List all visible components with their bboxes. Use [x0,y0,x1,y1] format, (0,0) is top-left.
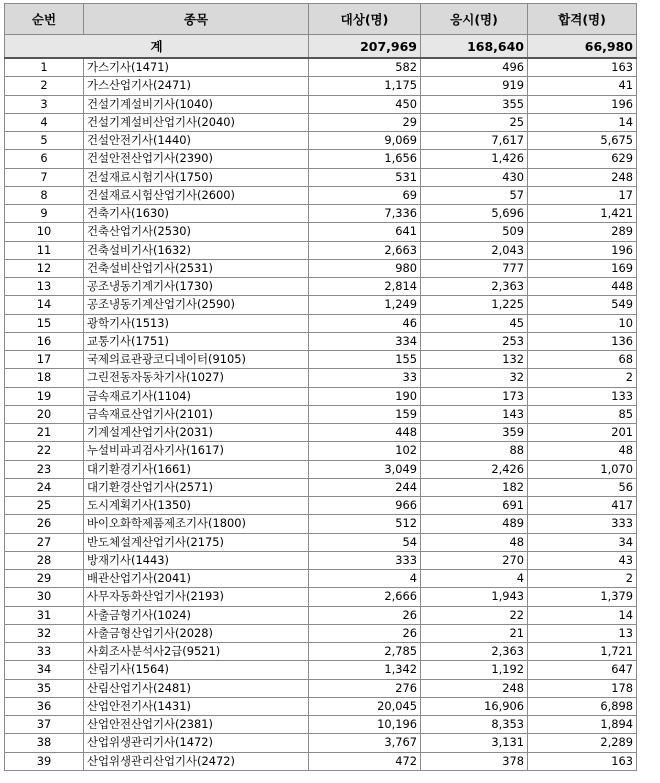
row-target: 10,196 [309,716,421,734]
row-no: 18 [5,369,84,387]
row-applied: 1,225 [421,296,528,314]
table-row [5,369,637,387]
row-target: 276 [309,679,421,697]
row-no: 16 [5,332,84,350]
row-target: 1,175 [309,77,421,95]
row-target: 448 [309,424,421,442]
table-row [5,278,637,296]
row-target: 20,045 [309,697,421,715]
row-passed: 41 [528,77,637,95]
row-applied: 21 [421,624,528,642]
row-passed: 43 [528,551,637,569]
row-target: 450 [309,95,421,113]
row-name: 바이오화학제품제조기사(1800) [84,515,309,533]
row-no: 20 [5,405,84,423]
row-name: 반도체설계산업기사(2175) [84,533,309,551]
table-row [5,405,637,423]
row-name: 공조냉동기계산업기사(2590) [84,296,309,314]
row-passed: 289 [528,223,637,241]
header-name: 종목 [84,4,309,35]
row-passed: 133 [528,387,637,405]
row-target: 2,814 [309,278,421,296]
row-no: 34 [5,661,84,679]
table-row [5,113,637,131]
row-applied: 22 [421,606,528,624]
row-no: 21 [5,424,84,442]
header-row [5,4,637,35]
row-passed: 549 [528,296,637,314]
header-no: 순번 [5,4,84,35]
row-target: 2,663 [309,241,421,259]
row-passed: 10 [528,314,637,332]
row-target: 4 [309,570,421,588]
row-name: 기계설계산업기사(2031) [84,424,309,442]
row-applied: 359 [421,424,528,442]
row-name: 건축설비기사(1632) [84,241,309,259]
row-applied: 132 [421,351,528,369]
row-target: 1,342 [309,661,421,679]
row-no: 1 [5,58,84,77]
table-row [5,150,637,168]
row-no: 37 [5,716,84,734]
row-passed: 201 [528,424,637,442]
table-row [5,296,637,314]
table-row [5,716,637,734]
table-row [5,752,637,770]
row-target: 26 [309,606,421,624]
row-no: 35 [5,679,84,697]
row-applied: 88 [421,442,528,460]
row-no: 24 [5,478,84,496]
row-target: 9,069 [309,132,421,150]
row-name: 누설비파괴검사기사(1617) [84,442,309,460]
row-target: 1,249 [309,296,421,314]
row-no: 4 [5,113,84,131]
row-applied: 57 [421,186,528,204]
row-passed: 169 [528,259,637,277]
total-target: 207,969 [309,35,421,59]
row-target: 3,767 [309,734,421,752]
row-applied: 182 [421,478,528,496]
row-passed: 248 [528,168,637,186]
table-row [5,515,637,533]
row-no: 29 [5,570,84,588]
row-passed: 2,289 [528,734,637,752]
row-no: 23 [5,460,84,478]
row-name: 그린전동자동차기사(1027) [84,369,309,387]
row-name: 건축산업기사(2530) [84,223,309,241]
row-passed: 1,421 [528,205,637,223]
row-passed: 34 [528,533,637,551]
row-target: 159 [309,405,421,423]
row-passed: 1,721 [528,643,637,661]
row-applied: 3,131 [421,734,528,752]
table-row [5,551,637,569]
row-name: 건축기사(1630) [84,205,309,223]
row-target: 582 [309,58,421,77]
row-name: 산업안전산업기사(2381) [84,716,309,734]
row-applied: 1,192 [421,661,528,679]
row-name: 금속재료기사(1104) [84,387,309,405]
row-no: 26 [5,515,84,533]
header-applied: 응시(명) [421,4,528,35]
row-applied: 496 [421,58,528,77]
row-applied: 248 [421,679,528,697]
row-target: 3,049 [309,460,421,478]
row-name: 방재기사(1443) [84,551,309,569]
row-no: 12 [5,259,84,277]
row-applied: 253 [421,332,528,350]
row-passed: 647 [528,661,637,679]
row-target: 155 [309,351,421,369]
row-applied: 32 [421,369,528,387]
row-no: 25 [5,497,84,515]
row-target: 46 [309,314,421,332]
row-name: 국제의료관광코디네이터(9105) [84,351,309,369]
row-no: 7 [5,168,84,186]
row-target: 7,336 [309,205,421,223]
row-no: 6 [5,150,84,168]
row-target: 1,656 [309,150,421,168]
row-no: 33 [5,643,84,661]
row-target: 472 [309,752,421,770]
row-applied: 489 [421,515,528,533]
table-row [5,387,637,405]
row-name: 금속재료산업기사(2101) [84,405,309,423]
row-name: 산업위생관리산업기사(2472) [84,752,309,770]
table-row [5,314,637,332]
row-target: 2,785 [309,643,421,661]
row-applied: 8,353 [421,716,528,734]
row-passed: 48 [528,442,637,460]
row-passed: 6,898 [528,697,637,715]
row-passed: 196 [528,241,637,259]
table-row [5,168,637,186]
row-name: 산업위생관리기사(1472) [84,734,309,752]
row-name: 사출금형산업기사(2028) [84,624,309,642]
table-row [5,570,637,588]
row-name: 산림기사(1564) [84,661,309,679]
row-no: 15 [5,314,84,332]
table-row [5,679,637,697]
row-applied: 45 [421,314,528,332]
row-applied: 7,617 [421,132,528,150]
row-name: 가스기사(1471) [84,58,309,77]
row-name: 건설재료시험기사(1750) [84,168,309,186]
row-no: 28 [5,551,84,569]
row-applied: 1,943 [421,588,528,606]
exam-results-table [4,3,637,771]
row-passed: 163 [528,752,637,770]
row-name: 건설재료시험산업기사(2600) [84,186,309,204]
row-target: 641 [309,223,421,241]
row-target: 512 [309,515,421,533]
row-applied: 2,043 [421,241,528,259]
row-target: 334 [309,332,421,350]
row-name: 사회조사분석사2급(9521) [84,643,309,661]
row-name: 배관산업기사(2041) [84,570,309,588]
row-name: 사출금형기사(1024) [84,606,309,624]
total-passed: 66,980 [528,35,637,59]
row-applied: 173 [421,387,528,405]
row-applied: 777 [421,259,528,277]
row-applied: 2,426 [421,460,528,478]
row-no: 38 [5,734,84,752]
table-row [5,643,637,661]
table-row [5,697,637,715]
row-name: 산업안전기사(1431) [84,697,309,715]
row-passed: 5,675 [528,132,637,150]
table-row [5,186,637,204]
row-applied: 143 [421,405,528,423]
table-row [5,259,637,277]
row-no: 10 [5,223,84,241]
row-name: 도시계획기사(1350) [84,497,309,515]
row-passed: 178 [528,679,637,697]
row-passed: 2 [528,369,637,387]
table-row [5,734,637,752]
row-applied: 1,426 [421,150,528,168]
row-passed: 448 [528,278,637,296]
total-applied: 168,640 [421,35,528,59]
row-no: 22 [5,442,84,460]
table-row [5,624,637,642]
table-row [5,460,637,478]
table-row [5,77,637,95]
row-no: 27 [5,533,84,551]
row-passed: 68 [528,351,637,369]
row-no: 13 [5,278,84,296]
row-name: 건설기계설비산업기사(2040) [84,113,309,131]
row-target: 2,666 [309,588,421,606]
table-row [5,661,637,679]
row-no: 8 [5,186,84,204]
row-applied: 919 [421,77,528,95]
row-target: 980 [309,259,421,277]
row-no: 30 [5,588,84,606]
row-passed: 163 [528,58,637,77]
row-applied: 2,363 [421,643,528,661]
table-row [5,533,637,551]
row-target: 102 [309,442,421,460]
total-label: 계 [5,35,309,59]
row-passed: 196 [528,95,637,113]
row-applied: 691 [421,497,528,515]
row-applied: 378 [421,752,528,770]
row-applied: 48 [421,533,528,551]
row-no: 11 [5,241,84,259]
row-name: 대기환경기사(1661) [84,460,309,478]
row-applied: 16,906 [421,697,528,715]
row-target: 190 [309,387,421,405]
table-row [5,424,637,442]
table-row [5,95,637,113]
row-no: 31 [5,606,84,624]
row-target: 54 [309,533,421,551]
table-row [5,478,637,496]
row-applied: 270 [421,551,528,569]
row-applied: 355 [421,95,528,113]
row-target: 333 [309,551,421,569]
table-row [5,442,637,460]
row-passed: 14 [528,113,637,131]
table-row [5,332,637,350]
row-name: 가스산업기사(2471) [84,77,309,95]
row-name: 건축설비산업기사(2531) [84,259,309,277]
row-no: 19 [5,387,84,405]
row-passed: 333 [528,515,637,533]
row-passed: 629 [528,150,637,168]
row-no: 32 [5,624,84,642]
row-no: 39 [5,752,84,770]
row-target: 33 [309,369,421,387]
row-no: 9 [5,205,84,223]
table-row [5,497,637,515]
row-passed: 13 [528,624,637,642]
row-name: 건설안전기사(1440) [84,132,309,150]
table-row [5,132,637,150]
row-applied: 25 [421,113,528,131]
table-row [5,588,637,606]
header-passed: 합격(명) [528,4,637,35]
row-no: 14 [5,296,84,314]
table-row [5,223,637,241]
row-no: 2 [5,77,84,95]
row-name: 공조냉동기계기사(1730) [84,278,309,296]
row-passed: 2 [528,570,637,588]
row-name: 사무자동화산업기사(2193) [84,588,309,606]
row-passed: 136 [528,332,637,350]
row-target: 244 [309,478,421,496]
row-target: 966 [309,497,421,515]
row-applied: 430 [421,168,528,186]
row-name: 건설안전산업기사(2390) [84,150,309,168]
row-no: 3 [5,95,84,113]
row-applied: 4 [421,570,528,588]
table-row [5,241,637,259]
row-name: 교통기사(1751) [84,332,309,350]
total-row [5,35,637,59]
row-passed: 85 [528,405,637,423]
header-target: 대상(명) [309,4,421,35]
row-passed: 1,379 [528,588,637,606]
row-no: 5 [5,132,84,150]
row-passed: 1,894 [528,716,637,734]
row-applied: 5,696 [421,205,528,223]
table-row [5,606,637,624]
row-no: 36 [5,697,84,715]
row-name: 건설기계설비기사(1040) [84,95,309,113]
row-passed: 56 [528,478,637,496]
row-passed: 417 [528,497,637,515]
row-name: 산림산업기사(2481) [84,679,309,697]
row-no: 17 [5,351,84,369]
row-target: 531 [309,168,421,186]
row-name: 대기환경산업기사(2571) [84,478,309,496]
row-target: 29 [309,113,421,131]
table-row [5,205,637,223]
row-applied: 2,363 [421,278,528,296]
row-applied: 509 [421,223,528,241]
row-passed: 1,070 [528,460,637,478]
row-name: 광학기사(1513) [84,314,309,332]
row-target: 26 [309,624,421,642]
row-passed: 17 [528,186,637,204]
row-passed: 14 [528,606,637,624]
table-row [5,58,637,77]
row-target: 69 [309,186,421,204]
table-row [5,351,637,369]
